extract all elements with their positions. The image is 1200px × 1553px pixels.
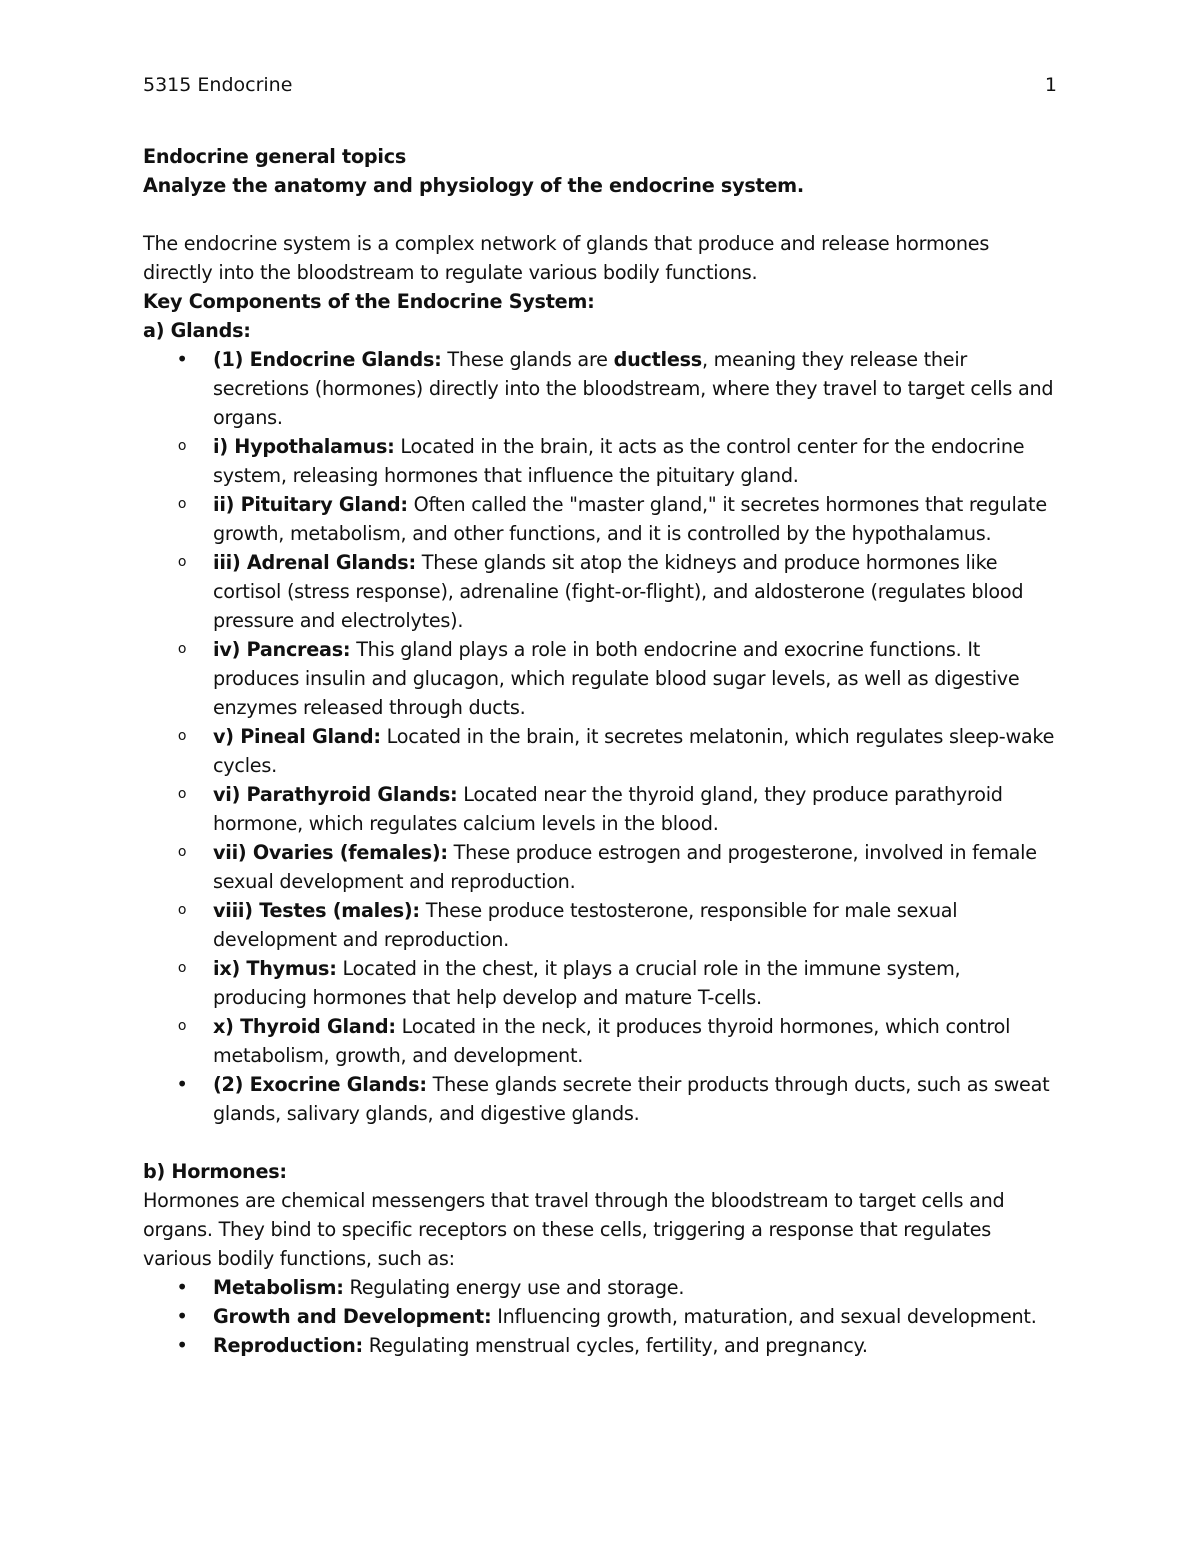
- list-item-testes: [143, 896, 1058, 954]
- item-label: Metabolism:: [213, 1276, 344, 1299]
- item-text: Regulating energy use and storage.: [343, 1276, 685, 1299]
- item-text: This gland plays a role in both endocrine and exocrine functions. It produces insulin and glucagon, which regulate blood sugar levels, as well as digestive enzymes released through ducts.: [213, 638, 1020, 719]
- list-item-thyroid: [143, 1012, 1058, 1070]
- item-label: vi) Parathyroid Glands:: [213, 783, 458, 806]
- objective-heading: Analyze the anatomy and physiology of the endocrine system.: [143, 174, 804, 197]
- hormones-list: [143, 1273, 1058, 1360]
- circle-bullet-icon: o: [177, 554, 187, 570]
- item-text: These glands sit atop the kidneys and produce hormones like cortisol (stress response), adrenaline (fight-or-flight), and aldosterone (regulates blood pressure and electrolytes).: [213, 551, 1024, 632]
- header-title: 5315 Endocrine: [143, 74, 293, 96]
- item-label: v) Pineal Gland:: [213, 725, 381, 748]
- circle-bullet-icon: o: [177, 1018, 187, 1034]
- circle-bullet-icon: o: [177, 902, 187, 918]
- item-text: These glands secrete their products through ducts, such as sweat glands, salivary glands, and digestive glands.: [213, 1073, 1050, 1125]
- item-text: Located near the thyroid gland, they produce parathyroid hormone, which regulates calcium levels in the blood.: [213, 783, 1003, 835]
- spacer: [143, 1128, 1058, 1157]
- spacer: [143, 200, 1058, 229]
- item-text: Often called the "master gland," it secretes hormones that regulate growth, metabolism, and other functions, and it is controlled by the hypothalamus.: [213, 493, 1047, 545]
- list-item-reproduction: [143, 1331, 1058, 1360]
- page-number: 1: [1044, 74, 1057, 96]
- item-text: Located in the brain, it secretes melatonin, which regulates sleep-wake cycles.: [213, 725, 1055, 777]
- bullet-icon: [170, 1070, 194, 1099]
- circle-bullet-icon: o: [177, 960, 187, 976]
- item-label: Growth and Development:: [213, 1305, 492, 1328]
- item-label: iii) Adrenal Glands:: [213, 551, 416, 574]
- circle-bullet-icon: o: [177, 641, 187, 657]
- item-text: Located in the chest, it plays a crucial role in the immune system, producing hormones that help develop and mature T-cells.: [213, 957, 961, 1009]
- list-item-ovaries: [143, 838, 1058, 896]
- page-header: [143, 74, 1057, 100]
- hormones-heading: b) Hormones:: [143, 1160, 287, 1183]
- item-label: vii) Ovaries (females):: [213, 841, 448, 864]
- glands-heading: a) Glands:: [143, 319, 251, 342]
- item-text: , meaning they release their secretions (hormones) directly into the bloodstream, where they travel to target cells and organs.: [213, 348, 1054, 429]
- bullet-icon: [170, 1273, 194, 1302]
- item-emphasis: ductless: [613, 348, 702, 371]
- item-label: x) Thyroid Gland:: [213, 1015, 396, 1038]
- bullet-icon: [170, 1302, 194, 1331]
- item-text: Located in the neck, it produces thyroid hormones, which control metabolism, growth, and development.: [213, 1015, 1011, 1067]
- item-text: These produce testosterone, responsible for male sexual development and reproduction.: [213, 899, 958, 951]
- bullet-icon: [170, 345, 194, 374]
- item-text: Located in the brain, it acts as the control center for the endocrine system, releasing hormones that influence the pituitary gland.: [213, 435, 1025, 487]
- item-text: Regulating menstrual cycles, fertility, and pregnancy.: [362, 1334, 868, 1357]
- item-label: Reproduction:: [213, 1334, 363, 1357]
- circle-bullet-icon: o: [177, 496, 187, 512]
- list-item-metabolism: [143, 1273, 1058, 1302]
- bullet-icon: [170, 1331, 194, 1360]
- list-item-endocrine-glands: [143, 345, 1058, 432]
- list-item-pituitary: [143, 490, 1058, 548]
- list-item-pancreas: [143, 635, 1058, 722]
- item-label: viii) Testes (males):: [213, 899, 420, 922]
- list-item-thymus: [143, 954, 1058, 1012]
- list-item-hypothalamus: [143, 432, 1058, 490]
- item-text: These glands are: [441, 348, 614, 371]
- list-item-pineal: [143, 722, 1058, 780]
- list-item-parathyroid: [143, 780, 1058, 838]
- hormones-intro: Hormones are chemical messengers that travel through the bloodstream to target cells and organs. They bind to specific receptors on these cells, triggering a response that regulates various bodily functions, such as:: [143, 1189, 1005, 1270]
- key-components-heading: Key Components of the Endocrine System:: [143, 290, 595, 313]
- item-label: (1) Endocrine Glands:: [213, 348, 442, 371]
- list-item-growth: [143, 1302, 1058, 1331]
- item-label: ii) Pituitary Gland:: [213, 493, 408, 516]
- glands-list: [143, 345, 1058, 1128]
- item-label: i) Hypothalamus:: [213, 435, 395, 458]
- list-item-exocrine-glands: [143, 1070, 1058, 1128]
- item-label: iv) Pancreas:: [213, 638, 351, 661]
- intro-paragraph: The endocrine system is a complex network of glands that produce and release hormones directly into the bloodstream to regulate various bodily functions.: [143, 232, 990, 284]
- circle-bullet-icon: o: [177, 844, 187, 860]
- list-item-adrenal: [143, 548, 1058, 635]
- item-label: (2) Exocrine Glands:: [213, 1073, 427, 1096]
- item-text: These produce estrogen and progesterone, involved in female sexual development and reproduction.: [213, 841, 1037, 893]
- item-text: Influencing growth, maturation, and sexual development.: [491, 1305, 1037, 1328]
- item-label: ix) Thymus:: [213, 957, 337, 980]
- circle-bullet-icon: o: [177, 728, 187, 744]
- document-body: [143, 142, 1058, 1360]
- section-title: Endocrine general topics: [143, 145, 406, 168]
- circle-bullet-icon: o: [177, 438, 187, 454]
- circle-bullet-icon: o: [177, 786, 187, 802]
